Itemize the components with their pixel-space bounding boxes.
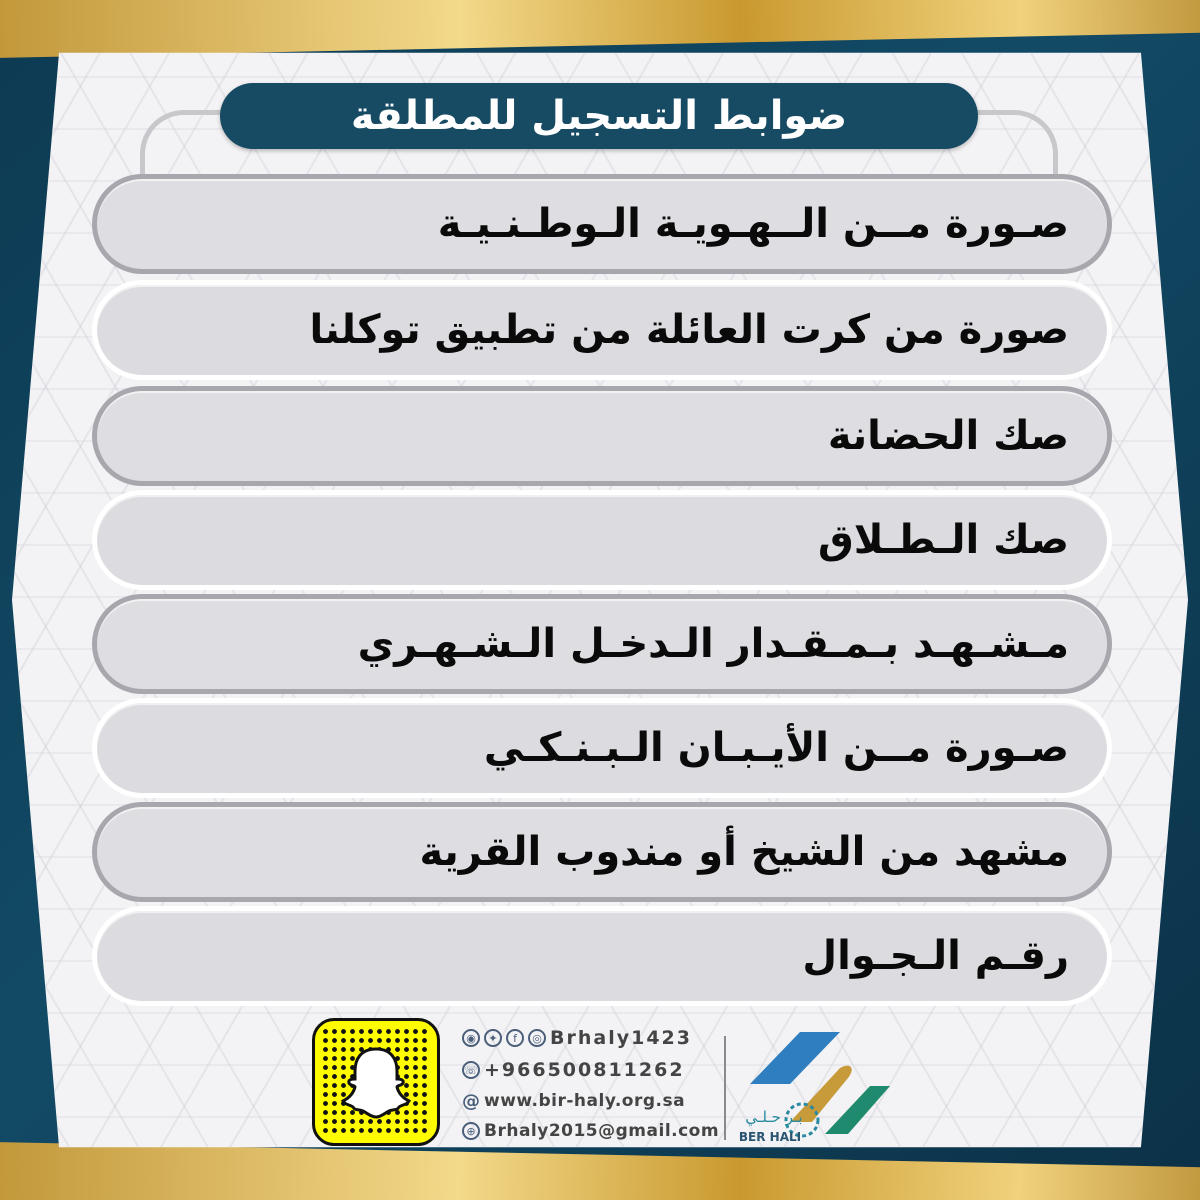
website-line xyxy=(462,1087,718,1115)
requirement-item xyxy=(92,802,1112,902)
snapchat-ghost-icon xyxy=(341,1045,411,1119)
requirement-text: صك الـطـلاق xyxy=(818,517,1069,563)
requirement-item xyxy=(92,280,1112,380)
requirement-item xyxy=(92,698,1112,798)
requirement-item xyxy=(92,174,1112,274)
email-link[interactable]: Brhaly2015@gmail.com xyxy=(484,1121,720,1141)
snapchat-icon[interactable]: ◉ xyxy=(462,1029,480,1047)
requirement-text: صورة من كرت العائلة من تطبيق توكلنا xyxy=(309,307,1069,353)
footer-divider xyxy=(724,1036,726,1140)
organization-logo xyxy=(730,1022,900,1152)
globe-icon: ⊕ xyxy=(462,1122,480,1140)
requirement-item xyxy=(92,386,1112,486)
title-banner xyxy=(220,83,978,149)
logo-arabic-text: بـر حـلـي xyxy=(745,1108,803,1126)
social-line xyxy=(462,1024,718,1052)
phone-icon: ☏ xyxy=(462,1061,480,1079)
social-handle: Brhaly1423 xyxy=(550,1027,692,1049)
at-icon: @ xyxy=(462,1090,480,1112)
requirement-item xyxy=(92,906,1112,1006)
requirement-text: مشهد من الشيخ أو مندوب القرية xyxy=(419,829,1069,875)
contact-block xyxy=(462,1024,718,1144)
twitter-icon[interactable]: ✦ xyxy=(484,1029,502,1047)
page-title: ضوابط التسجيل للمطلقة xyxy=(350,93,848,139)
website-link[interactable]: www.bir-haly.org.sa xyxy=(484,1091,686,1111)
requirement-text: صـورة مــن الأيـبـان الـبـنـكـي xyxy=(483,725,1069,771)
facebook-icon[interactable]: f xyxy=(506,1029,524,1047)
requirement-text: صـورة مــن الــهـويـة الـوطـنـيـة xyxy=(437,201,1069,247)
instagram-icon[interactable]: ◎ xyxy=(528,1029,546,1047)
snapcode[interactable] xyxy=(312,1018,440,1146)
requirement-item xyxy=(92,490,1112,590)
logo-english-text: BER HALI xyxy=(738,1130,802,1144)
phone-line xyxy=(462,1056,718,1084)
email-line xyxy=(462,1117,718,1145)
requirement-text: صك الحضانة xyxy=(827,413,1069,459)
gold-ribbon-top xyxy=(0,0,1200,60)
phone-number[interactable]: +966500811262 xyxy=(484,1059,685,1081)
gold-ribbon-bottom xyxy=(0,1140,1200,1200)
requirement-item xyxy=(92,594,1112,694)
requirement-text: رقـم الـجـوال xyxy=(802,933,1069,979)
requirement-text: مـشـهـد بـمـقـدار الـدخـل الـشـهـري xyxy=(357,621,1069,667)
